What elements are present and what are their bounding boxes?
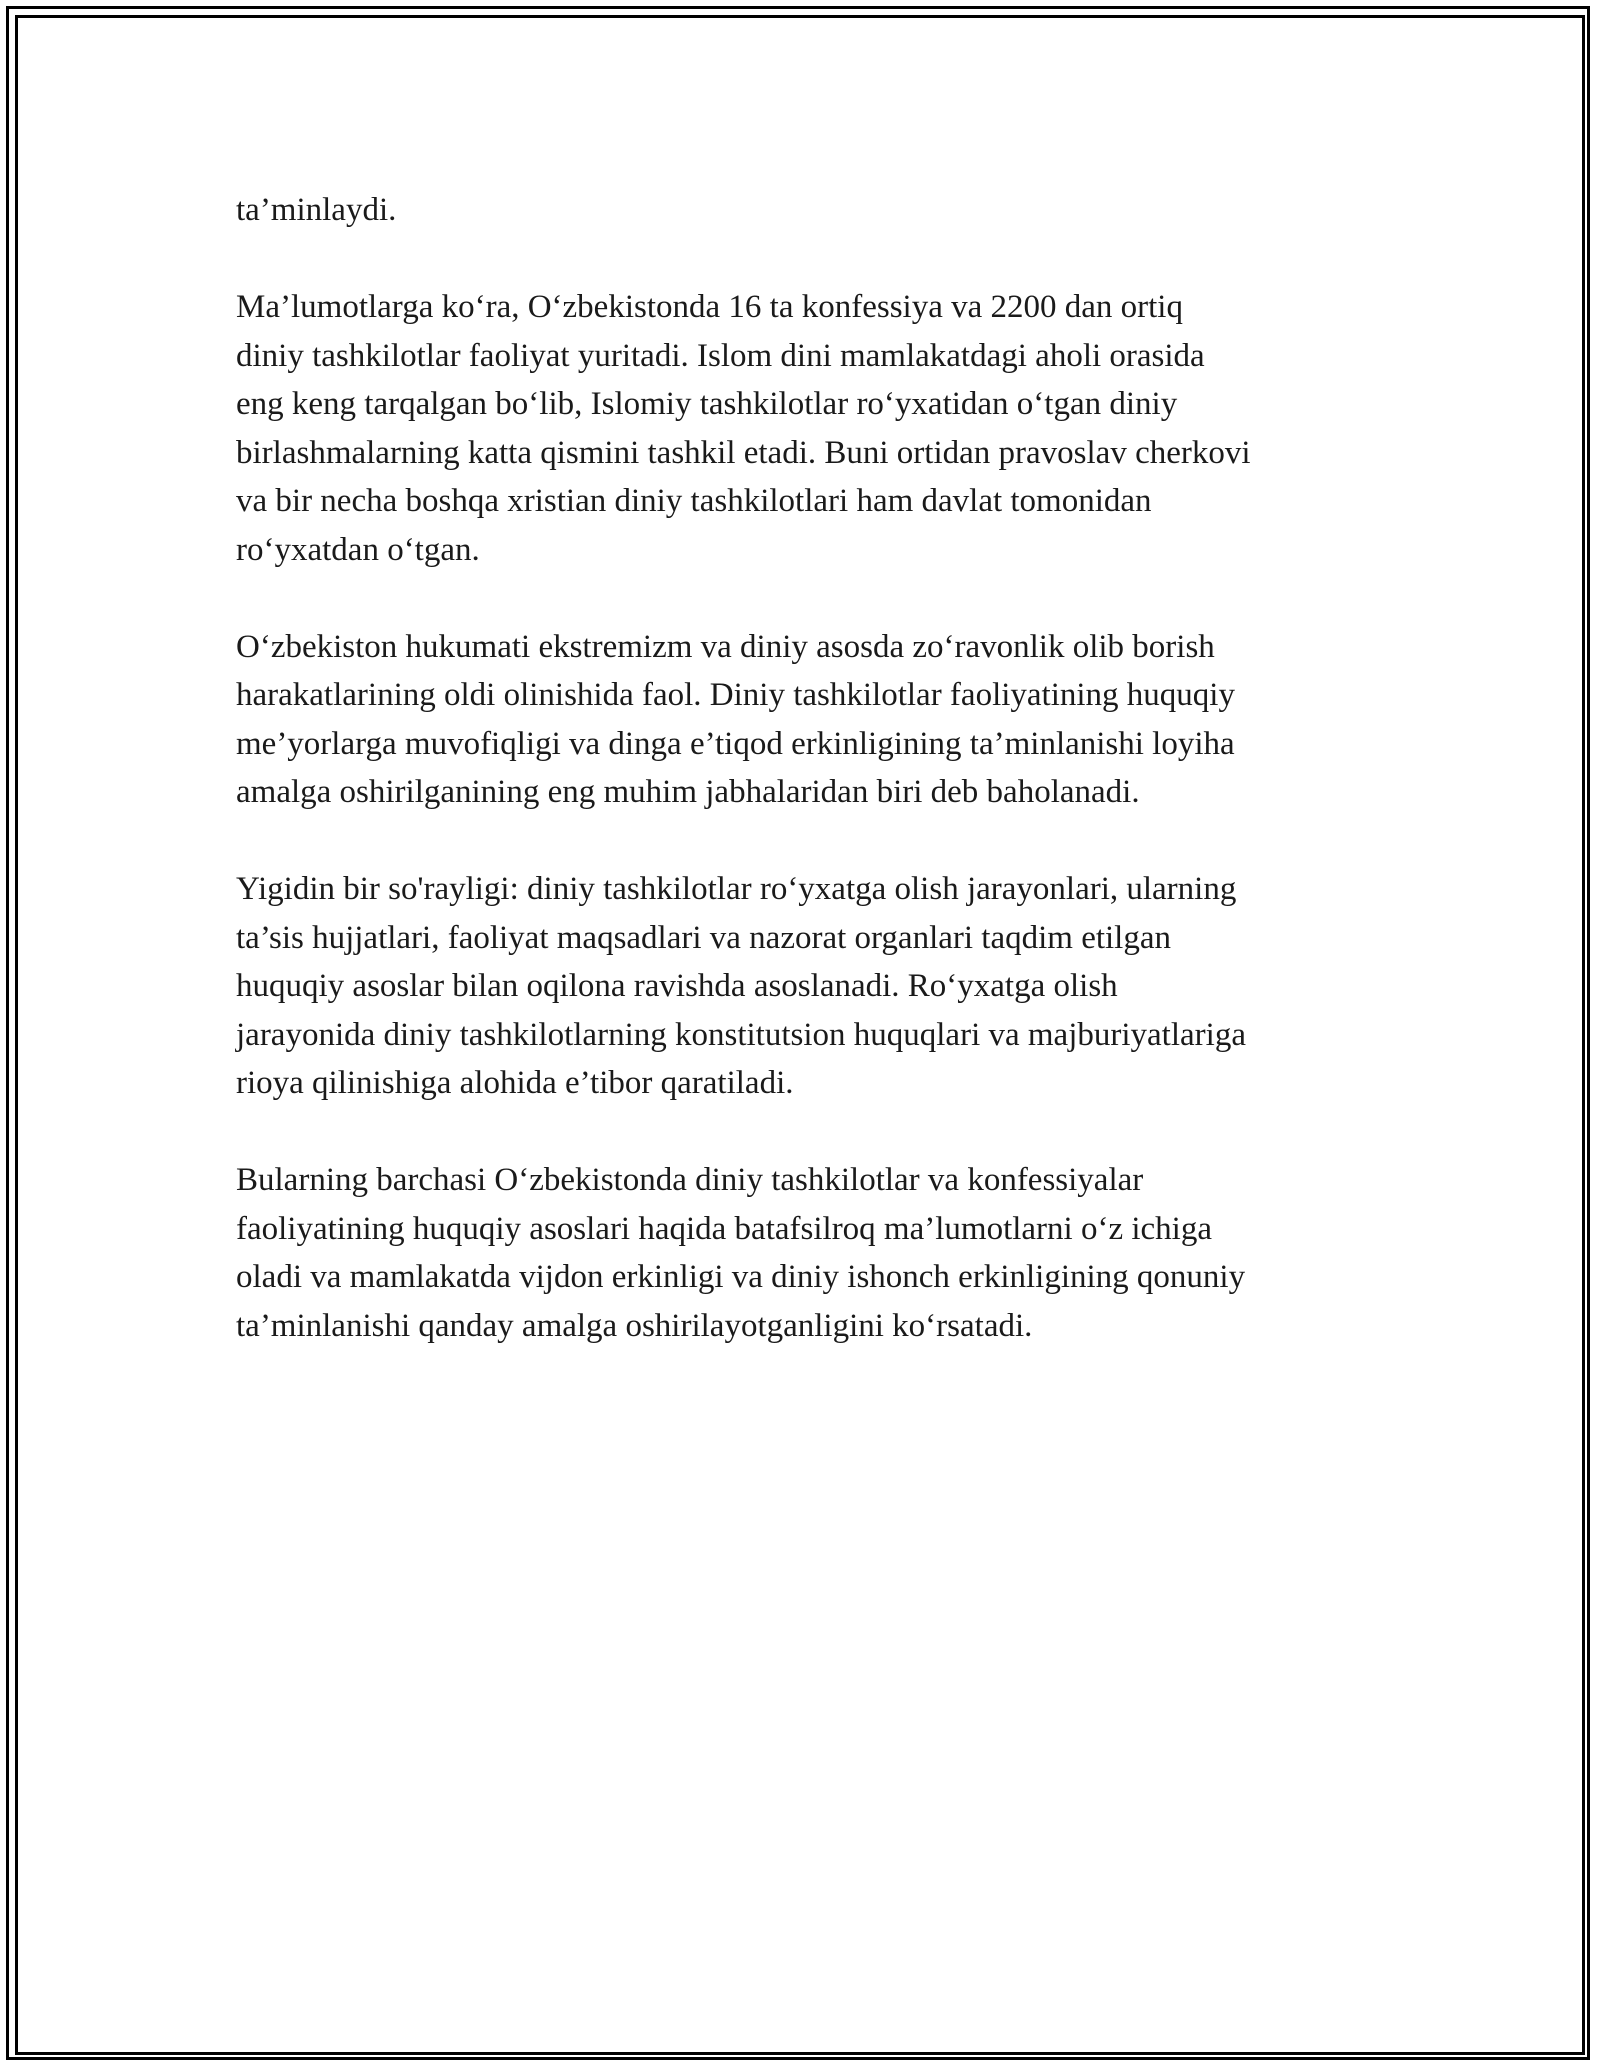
text-line: faoliyatining huquqiy asoslari haqida batafsilroq ma’lumotlarni o‘z ichiga <box>236 1210 1212 1247</box>
text-line: Yigidin bir so'rayligi: diniy tashkilotlar ro‘yxatga olish jarayonlari, ularning <box>236 871 1237 907</box>
text-line: diniy tashkilotlar faoliyat yuritadi. Islom dini mamlakatdagi aholi orasida <box>236 337 1205 374</box>
text-line: ta’minlanishi qanday amalga oshirilayotganligini ko‘rsatadi. <box>236 1307 1033 1344</box>
document-body <box>236 186 1376 1399</box>
text-line: ro‘yxatdan o‘tgan. <box>236 531 480 568</box>
text-line: ta’minlaydi. <box>236 192 397 228</box>
text-line: ta’sis hujjatlari, faoliyat maqsadlari va nazorat organlari taqdim etilgan <box>236 919 1171 956</box>
paragraph-5 <box>236 1156 1376 1350</box>
text-line: huquqiy asoslar bilan oqilona ravishda asoslanadi. Ro‘yxatga olish <box>236 968 1118 1004</box>
text-line: oladi va mamlakatda vijdon erkinligi va diniy ishonch erkinligining qonuniy <box>236 1259 1246 1295</box>
text-line: Ma’lumotlarga ko‘ra, O‘zbekistonda 16 ta konfessiya va 2200 dan ortiq <box>236 289 1183 325</box>
text-line: rioya qilinishiga alohida e’tibor qaratiladi. <box>236 1065 794 1101</box>
text-line: eng keng tarqalgan bo‘lib, Islomiy tashkilotlar ro‘yxatidan o‘tgan diniy <box>236 386 1178 422</box>
text-line: va bir necha boshqa xristian diniy tashkilotlari ham davlat tomonidan <box>236 483 1152 519</box>
text-line: birlashmalarning katta qismini tashkil etadi. Buni ortidan pravoslav cherkovi <box>236 434 1251 471</box>
text-line: O‘zbekiston hukumati ekstremizm va diniy asosda zo‘ravonlik olib borish <box>236 628 1215 665</box>
paragraph-4 <box>236 865 1376 1108</box>
paragraph-2 <box>236 283 1376 574</box>
paragraph-3 <box>236 623 1376 817</box>
text-line: harakatlarining oldi olinishida faol. Diniy tashkilotlar faoliyatining huquqiy <box>236 677 1235 713</box>
text-line: jarayonida diniy tashkilotlarning konstitutsion huquqlari va majburiyatlariga <box>236 1016 1246 1053</box>
text-line: me’yorlarga muvofiqligi va dinga e’tiqod erkinligining ta’minlanishi loyiha <box>236 725 1235 762</box>
paragraph-1 <box>236 186 1376 235</box>
text-line: Bularning barchasi O‘zbekistonda diniy tashkilotlar va konfessiyalar <box>236 1162 1144 1198</box>
text-line: amalga oshirilganining eng muhim jabhalaridan biri deb baholanadi. <box>236 774 1140 810</box>
